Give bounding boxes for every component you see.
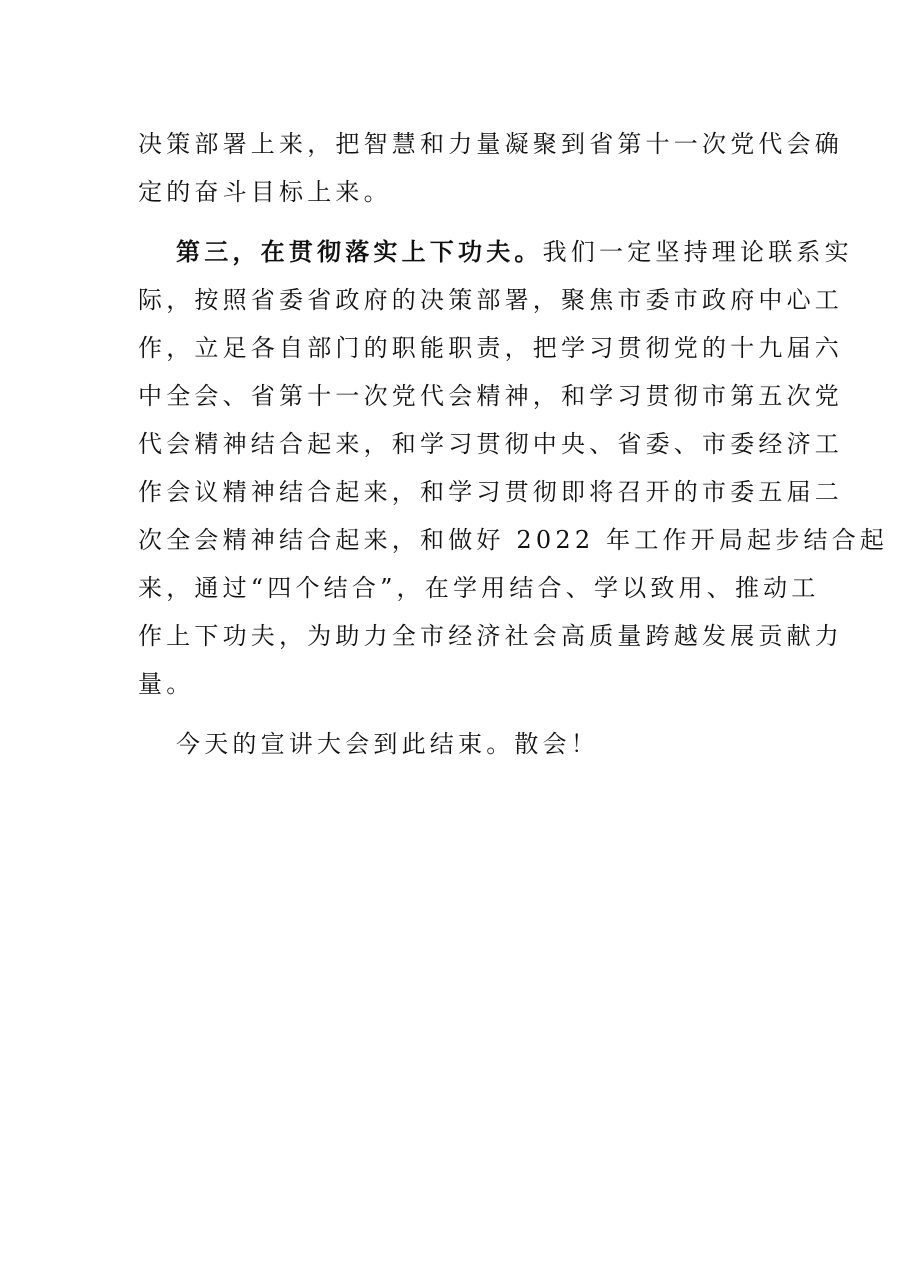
paragraph-1-line-2: 定的奋斗目标上来。 [138,178,392,206]
paragraph-2-line-1 [176,236,853,268]
paragraph-2-line-2: 际，按照省委省政府的决策部署，聚焦市委市政府中心工 [138,286,843,314]
paragraph-2-line-8: 来，通过“四个结合”，在学用结合、学以致用、推动工 [138,574,820,602]
paragraph-2-line-3: 作，立足各自部门的职能职责，把学习贯彻党的十九届六 [138,334,843,362]
paragraph-2-line-9: 作上下功夫，为助力全市经济社会高质量跨越发展贡献力 [138,622,843,650]
paragraph-2-line-5: 代会精神结合起来，和学习贯彻中央、省委、市委经济工 [138,430,843,458]
section-heading: 第三，在贯彻落实上下功夫。 [176,238,543,266]
paragraph-3-line-1: 今天的宣讲大会到此结束。散会！ [176,730,599,758]
paragraph-2-line-1-text: 我们一定坚持理论联系实 [542,238,853,266]
paragraph-2-line-7: 次全会精神结合起来，和做好 2022 年工作开局起步结合起 [138,526,889,554]
paragraph-2-line-10: 量。 [138,670,195,698]
paragraph-2-line-4: 中全会、省第十一次党代会精神，和学习贯彻市第五次党 [138,382,843,410]
paragraph-1-line-1: 决策部署上来，把智慧和力量凝聚到省第十一次党代会确 [138,130,843,158]
paragraph-2-line-6: 作会议精神结合起来，和学习贯彻即将召开的市委五届二 [138,478,843,506]
